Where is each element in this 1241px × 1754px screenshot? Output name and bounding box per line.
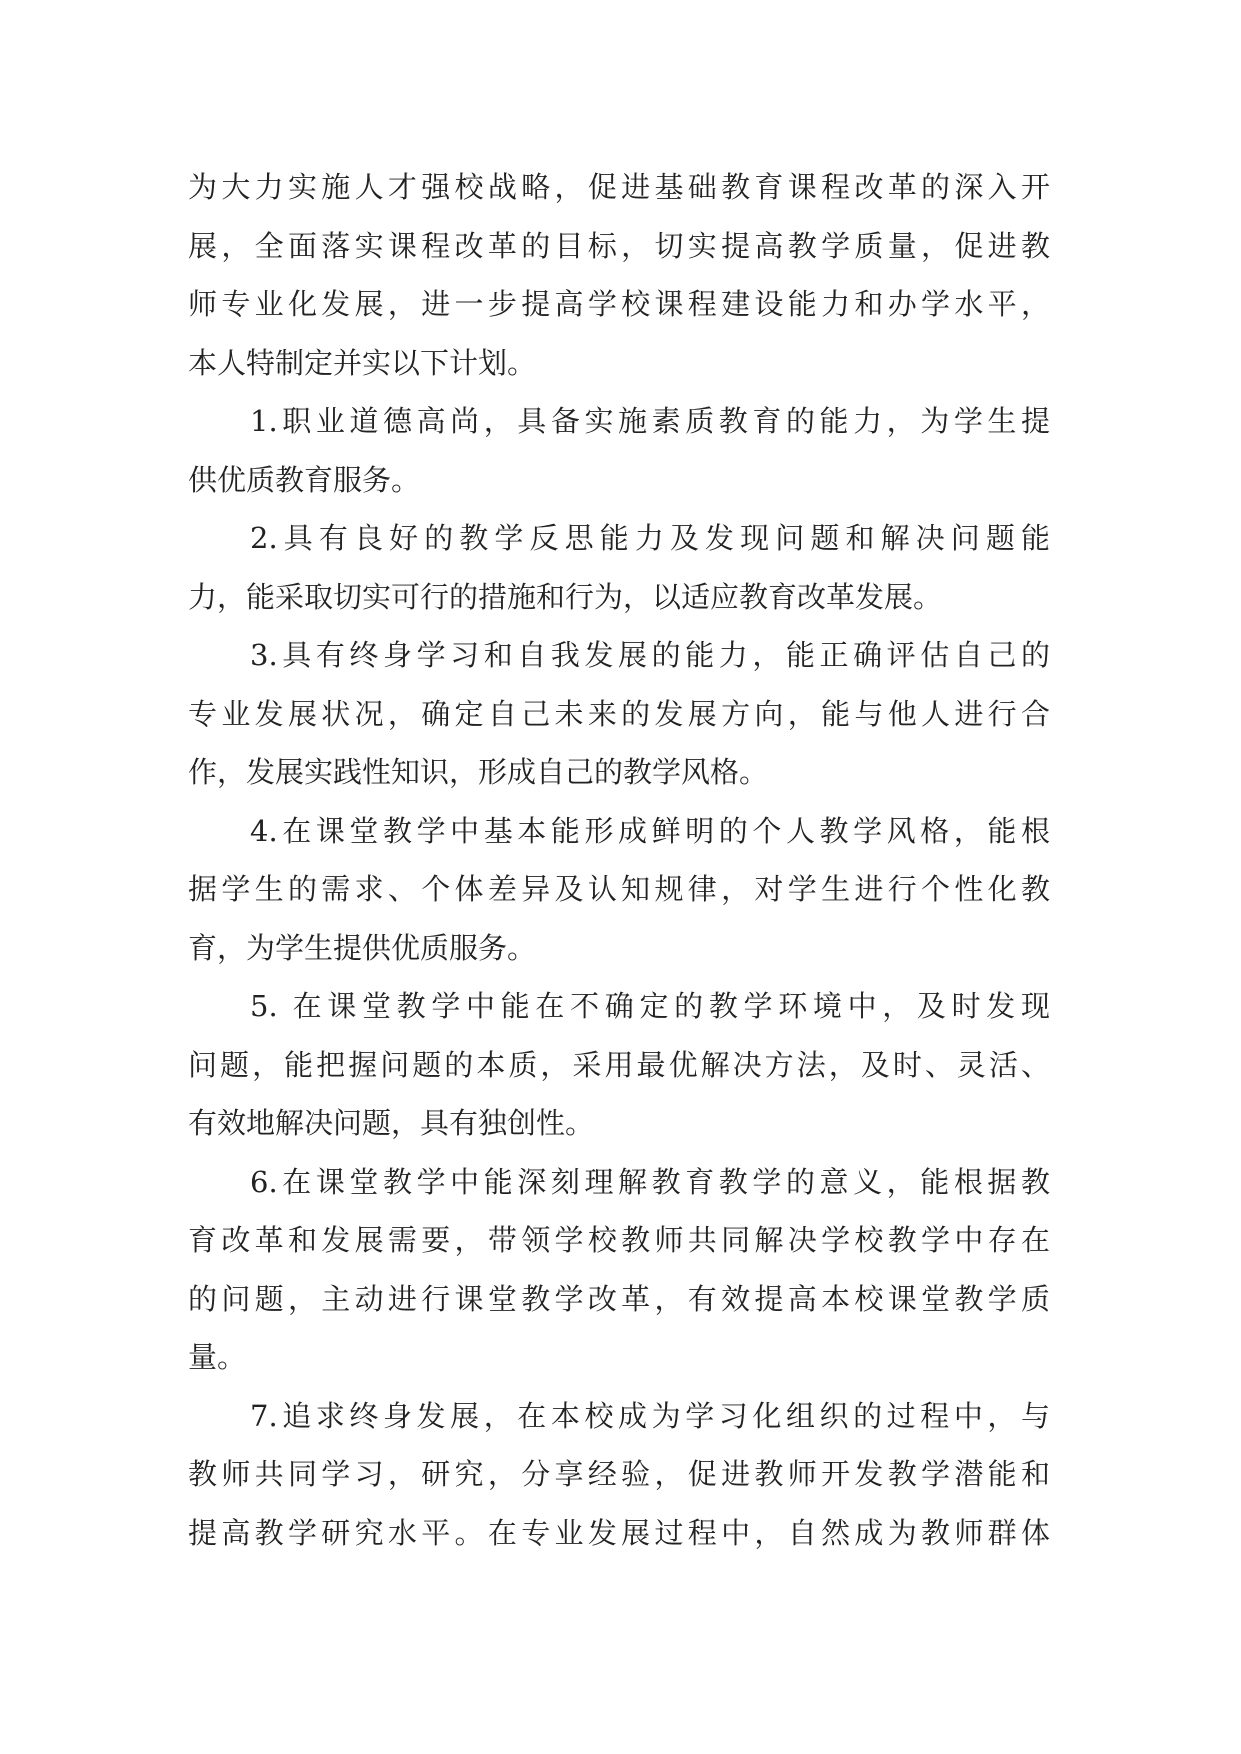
text-line: 力，能采取切实可行的措施和行为，以适应教育改革发展。: [188, 579, 943, 614]
text-line: 6.在课堂教学中能深刻理解教育教学的意义，能根据教: [250, 1164, 1050, 1199]
paragraph: [188, 977, 1050, 1153]
text-line: 据学生的需求、个体差异及认知规律，对学生进行个性化教: [188, 872, 1050, 906]
paragraph: [188, 158, 1050, 392]
text-line: 量。: [188, 1340, 247, 1374]
paragraph: [188, 802, 1050, 978]
text-line: 展，全面落实课程改革的目标，切实提高教学质量，促进教: [188, 228, 1050, 263]
text-line: 提高教学研究水平。在专业发展过程中，自然成为教师群体: [188, 1515, 1050, 1550]
text-line: 本人特制定并实以下计划。: [188, 345, 537, 380]
paragraph: [188, 1153, 1050, 1387]
text-line: 5. 在课堂教学中能在不确定的教学环境中，及时发现: [250, 989, 1050, 1023]
text-line: 师专业化发展，进一步提高学校课程建设能力和办学水平，: [188, 287, 1050, 321]
text-line: 教师共同学习，研究，分享经验，促进教师开发教学潜能和: [188, 1457, 1050, 1491]
text-line: 2.具有良好的教学反思能力及发现问题和解决问题能: [250, 521, 1050, 555]
paragraph: [188, 509, 1050, 626]
text-line: 育改革和发展需要，带领学校教师共同解决学校教学中存在: [188, 1223, 1050, 1257]
text-line: 育，为学生提供优质服务。: [188, 930, 537, 965]
text-line: 的问题，主动进行课堂教学改革，有效提高本校课堂教学质: [188, 1281, 1050, 1316]
text-line: 为大力实施人才强校战略，促进基础教育课程改革的深入开: [188, 170, 1050, 204]
paragraph: [188, 392, 1050, 509]
text-line: 专业发展状况，确定自己未来的发展方向，能与他人进行合: [188, 696, 1050, 731]
text-line: 供优质教育服务。: [188, 462, 421, 497]
text-line: 4.在课堂教学中基本能形成鲜明的个人教学风格，能根: [250, 813, 1050, 848]
paragraph: [188, 1387, 1050, 1563]
text-line: 1.职业道德高尚，具备实施素质教育的能力，为学生提: [250, 404, 1050, 438]
text-line: 有效地解决问题，具有独创性。: [188, 1106, 595, 1140]
document-body: [188, 158, 1050, 1562]
paragraph: [188, 626, 1050, 802]
text-line: 3.具有终身学习和自我发展的能力，能正确评估自己的: [250, 638, 1050, 672]
text-line: 问题，能把握问题的本质，采用最优解决方法，及时、灵活、: [188, 1047, 1050, 1082]
text-line: 7.追求终身发展，在本校成为学习化组织的过程中，与: [250, 1398, 1050, 1433]
text-line: 作，发展实践性知识，形成自己的教学风格。: [188, 755, 769, 789]
